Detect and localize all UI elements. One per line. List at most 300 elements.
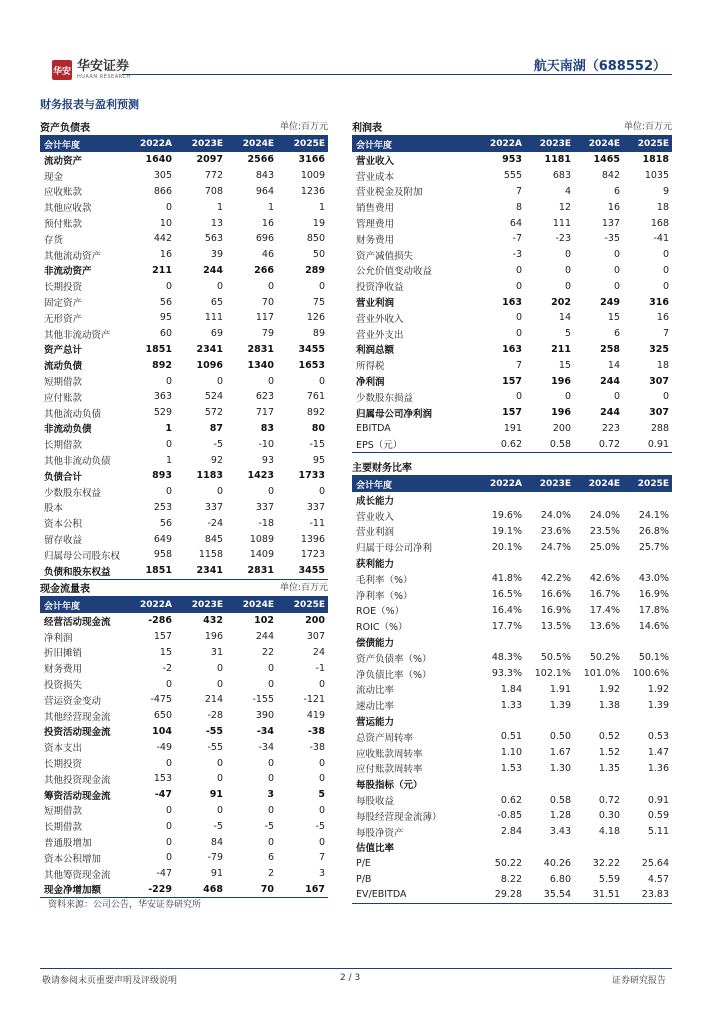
row-value: 0: [318, 836, 325, 848]
table-row: [352, 357, 672, 373]
row-value: 3455: [298, 565, 325, 577]
row-value: 772: [204, 170, 223, 182]
row-value: 0: [165, 280, 172, 292]
row-value: 958: [153, 549, 172, 561]
row-value: 163: [502, 296, 522, 308]
row-label: 流动负债: [44, 361, 83, 373]
table-bottom-rule: [352, 903, 672, 904]
table-row: [40, 168, 328, 184]
row-value: 196: [204, 631, 223, 643]
row-value: 95: [312, 454, 325, 466]
row-label: P/E: [356, 857, 371, 869]
row-value: 1.53: [500, 762, 522, 774]
row-value: 0: [564, 264, 571, 276]
row-value: -55: [205, 725, 223, 737]
table-row: [352, 555, 672, 571]
table-title-bar: [352, 119, 672, 136]
row-value: 16: [607, 201, 620, 213]
row-value: 0: [662, 264, 669, 276]
row-value: 80: [311, 422, 325, 434]
row-value: 892: [306, 407, 325, 419]
row-value: 0.58: [549, 438, 571, 450]
row-value: 0: [216, 280, 223, 292]
row-label: 净负债比率（%）: [356, 669, 432, 681]
row-value: 5: [318, 789, 325, 801]
table-row: [352, 650, 672, 666]
row-value: 0: [564, 391, 571, 403]
table-row: [40, 389, 328, 405]
row-label: 公允价值变动收益: [356, 266, 433, 278]
row-value: 1723: [300, 549, 325, 561]
row-value: 4: [564, 185, 571, 197]
row-value: 249: [600, 296, 620, 308]
table-row: [40, 405, 328, 421]
row-value: 1: [216, 201, 223, 213]
row-value: 18: [656, 201, 669, 213]
row-value: -11: [309, 517, 325, 529]
row-label: 留存收益: [44, 535, 83, 547]
row-label: 资本公积增加: [44, 853, 102, 865]
table-row: [40, 500, 328, 516]
column-header-year: 2024E: [242, 139, 274, 149]
row-value: 2341: [196, 565, 223, 577]
column-header-year: 2023E: [191, 139, 223, 149]
row-value: 29.28: [494, 889, 522, 901]
row-value: 24.1%: [638, 510, 669, 522]
row-value: 337: [255, 501, 274, 513]
column-header-year: 2024E: [588, 479, 620, 489]
row-value: 0: [216, 375, 223, 387]
row-value: 83: [260, 422, 274, 434]
row-label: 净利润: [356, 377, 385, 389]
row-label: 应收账款周转率: [356, 748, 423, 760]
row-value: 202: [551, 296, 571, 308]
table-header-row: [352, 136, 672, 152]
row-value: 0.30: [598, 810, 620, 822]
row-value: 0: [165, 201, 172, 213]
row-value: 13.5%: [540, 620, 571, 632]
row-value: 0: [165, 486, 172, 498]
table-row: [352, 326, 672, 342]
row-value: 13: [210, 217, 223, 229]
row-value: 214: [204, 694, 223, 706]
table-row: [40, 263, 328, 279]
table-row: [40, 708, 328, 724]
footer-divider: [40, 968, 672, 969]
table-row: [40, 850, 328, 866]
table-row: [40, 803, 328, 819]
table-row: [40, 563, 328, 579]
row-value: 13.6%: [589, 620, 620, 632]
row-label: 折旧摊销: [44, 648, 83, 660]
table-row: [40, 484, 328, 500]
row-value: 16.5%: [491, 589, 522, 601]
table-title: 利润表: [352, 123, 382, 134]
column-header-year: 2023E: [539, 139, 571, 149]
row-value: 5.11: [647, 826, 669, 838]
row-value: -49: [156, 741, 172, 753]
row-value: 843: [255, 170, 274, 182]
row-label: 少数股东损益: [356, 392, 414, 404]
row-value: 893: [152, 470, 172, 482]
row-value: 16.6%: [540, 589, 571, 601]
row-label: 固定资产: [44, 298, 83, 310]
row-value: 1396: [300, 533, 325, 545]
column-header-year: 2025E: [293, 139, 325, 149]
row-value: 15: [607, 312, 620, 324]
row-label: 普通股增加: [44, 838, 92, 850]
row-value: 305: [153, 170, 172, 182]
table-title-bar: [40, 580, 328, 597]
table-row: [352, 389, 672, 405]
row-value: 75: [312, 296, 325, 308]
row-label: 其他流动资产: [44, 250, 102, 262]
row-label: 流动资产: [44, 155, 83, 167]
row-value: 0: [318, 804, 325, 816]
row-value: 1818: [642, 154, 669, 166]
row-value: 95: [159, 312, 172, 324]
row-value: 0: [267, 375, 274, 387]
row-value: 16: [261, 217, 274, 229]
table-row: [352, 745, 672, 761]
row-value: 0: [267, 486, 274, 498]
row-value: 79: [261, 328, 274, 340]
row-value: 91: [210, 868, 223, 880]
table-row: [352, 247, 672, 263]
row-value: 50.5%: [540, 652, 571, 664]
row-value: 0: [165, 852, 172, 864]
row-value: 1: [165, 454, 172, 466]
row-value: 104: [152, 725, 172, 737]
row-value: -3: [512, 249, 522, 261]
table-row: [40, 818, 328, 834]
row-value: 0: [515, 264, 522, 276]
table-row: [40, 357, 328, 373]
row-value: 19: [312, 217, 325, 229]
row-label: 财务费用: [356, 234, 395, 246]
row-label: 长期借款: [44, 440, 83, 452]
row-label: 每股收益: [356, 796, 395, 808]
table-row: [352, 294, 672, 310]
row-value: -34: [256, 725, 274, 737]
row-label: 营业收入: [356, 155, 395, 167]
row-value: 19.1%: [491, 525, 522, 537]
row-value: 35.54: [543, 889, 571, 901]
row-value: 12: [558, 201, 571, 213]
table-row: [40, 231, 328, 247]
row-label: 每股净资产: [356, 827, 404, 839]
row-value: -155: [252, 694, 274, 706]
table-row: [40, 468, 328, 484]
table-header-row: [40, 136, 328, 152]
row-value: -7: [512, 233, 522, 245]
logo-subtext: HUAAN RESEARCH: [77, 74, 131, 80]
row-label: 净利率（%）: [356, 590, 413, 602]
row-label: 营业税金及附加: [356, 187, 423, 199]
row-value: 102: [254, 615, 274, 627]
row-value: 1465: [593, 154, 620, 166]
row-label: 预付账款: [44, 219, 83, 231]
row-value: 5.59: [598, 873, 620, 885]
row-value: -5: [264, 820, 274, 832]
row-value: 0.59: [647, 810, 669, 822]
row-label: 存货: [44, 234, 64, 246]
row-value: 1158: [198, 549, 223, 561]
row-label: 短期借款: [44, 806, 83, 818]
row-value: 253: [153, 501, 172, 513]
row-value: 432: [203, 615, 223, 627]
table-row: [40, 645, 328, 661]
row-value: 0: [318, 375, 325, 387]
table-row: [352, 587, 672, 603]
row-value: 17.7%: [491, 620, 522, 632]
row-value: 964: [255, 185, 274, 197]
table-header-row: [40, 597, 328, 613]
row-value: 0: [165, 438, 172, 450]
row-label: EPS（元）: [356, 440, 403, 452]
row-value: 200: [552, 422, 571, 434]
table-row: [352, 436, 672, 452]
row-value: 442: [153, 233, 172, 245]
row-label: 归属于母公司净利: [356, 543, 433, 555]
row-value: -23: [555, 233, 571, 245]
row-label: 长期投资: [44, 759, 83, 771]
row-label: 负债和股东权益: [44, 566, 111, 578]
row-value: 23.83: [641, 889, 669, 901]
row-value: 89: [312, 328, 325, 340]
row-value: 307: [649, 407, 669, 419]
column-header-year: 2023E: [539, 479, 571, 489]
row-value: 16: [656, 312, 669, 324]
row-value: 0: [267, 773, 274, 785]
row-value: -2: [162, 662, 172, 674]
row-value: 1.35: [598, 762, 620, 774]
row-value: 0: [267, 836, 274, 848]
row-label: 长期投资: [44, 282, 83, 294]
row-value: 0: [613, 391, 620, 403]
row-value: 0: [165, 836, 172, 848]
row-value: 842: [601, 170, 620, 182]
row-label: 营业成本: [356, 171, 395, 183]
row-value: 41.8%: [491, 573, 522, 585]
row-value: 17.8%: [638, 604, 669, 616]
row-label: 营业外支出: [356, 329, 404, 341]
row-value: 0: [216, 678, 223, 690]
row-label: 归属母公司净利润: [356, 408, 433, 420]
row-value: 623: [255, 391, 274, 403]
section-title: 财务报表与盈利预测: [40, 98, 139, 111]
row-value: 0: [216, 662, 223, 674]
row-value: 3.43: [549, 826, 571, 838]
row-label: 估值比率: [356, 843, 395, 855]
row-value: 17.4%: [589, 604, 620, 616]
row-value: 16.9%: [638, 589, 669, 601]
row-value: 167: [305, 883, 325, 895]
row-value: 1.84: [500, 683, 522, 695]
table-unit: 单位:百万元: [279, 583, 328, 593]
row-value: -15: [309, 438, 325, 450]
row-value: 84: [210, 836, 223, 848]
row-value: 0: [318, 757, 325, 769]
row-label: 非流动资产: [44, 266, 92, 278]
table-row: [352, 871, 672, 887]
row-value: 16.7%: [589, 589, 620, 601]
row-label: 资本支出: [44, 743, 83, 755]
row-value: 92: [210, 454, 223, 466]
row-value: 524: [204, 391, 223, 403]
row-value: -38: [309, 741, 325, 753]
logo-text: 华安证券: [77, 59, 130, 74]
table-row: [40, 692, 328, 708]
row-value: 1035: [644, 170, 669, 182]
row-value: 4.18: [598, 826, 620, 838]
row-label: 总资产周转率: [356, 732, 414, 744]
row-value: 0: [216, 773, 223, 785]
table-row: [40, 515, 328, 531]
row-value: -5: [315, 820, 325, 832]
row-value: 42.6%: [589, 573, 620, 585]
row-value: 157: [502, 375, 522, 387]
row-value: 1409: [249, 549, 274, 561]
table-row: [352, 840, 672, 856]
row-value: 1009: [300, 170, 325, 182]
row-label: 流动比率: [356, 685, 395, 697]
row-value: 1640: [145, 154, 172, 166]
row-value: 0: [165, 678, 172, 690]
row-value: 14.6%: [638, 620, 669, 632]
row-value: 696: [255, 233, 274, 245]
row-value: 111: [204, 312, 223, 324]
row-label: 营业利润: [356, 527, 395, 539]
table-row: [40, 215, 328, 231]
row-value: 10: [159, 217, 172, 229]
row-value: 91: [209, 789, 223, 801]
table-row: [40, 152, 328, 168]
table-row: [40, 547, 328, 563]
row-value: 39: [210, 249, 223, 261]
row-label: 销售费用: [356, 203, 395, 215]
row-label: 现金净增加额: [44, 885, 102, 897]
row-label: 筹资活动现金流: [44, 790, 111, 802]
row-label: 其他投资现金流: [44, 774, 111, 786]
row-value: 0: [564, 280, 571, 292]
row-label: 投资损失: [44, 680, 83, 692]
table-row: [352, 808, 672, 824]
row-value: 196: [551, 407, 571, 419]
row-value: -35: [604, 233, 620, 245]
row-value: 6.80: [549, 873, 571, 885]
table-row: [352, 508, 672, 524]
row-value: 1181: [544, 154, 571, 166]
row-value: 7: [318, 852, 325, 864]
row-value: 337: [204, 501, 223, 513]
table-row: [40, 613, 328, 629]
row-value: 953: [502, 154, 522, 166]
row-label: 偿债能力: [356, 638, 395, 650]
row-value: 1423: [247, 470, 274, 482]
row-label: 营运资金变动: [44, 695, 102, 707]
table-row: [40, 629, 328, 645]
row-value: 3455: [298, 343, 325, 355]
row-value: 157: [502, 407, 522, 419]
row-value: 0.51: [500, 731, 522, 743]
row-value: 40.26: [543, 857, 571, 869]
row-value: 43.0%: [638, 573, 669, 585]
row-value: 1236: [300, 185, 325, 197]
row-value: 65: [210, 296, 223, 308]
row-label: EBITDA: [356, 422, 391, 434]
table-title: 资产负债表: [40, 123, 90, 134]
table-row: [40, 834, 328, 850]
row-value: 0: [165, 375, 172, 387]
table-row: [40, 660, 328, 676]
row-value: 2831: [247, 343, 274, 355]
row-value: 157: [153, 631, 172, 643]
table-row: [352, 713, 672, 729]
row-value: 0.72: [598, 438, 620, 450]
row-value: -24: [207, 517, 223, 529]
row-value: 111: [552, 217, 571, 229]
report-stock-title: 航天南湖（688552）: [533, 59, 666, 74]
row-value: 1.33: [500, 699, 522, 711]
column-header-year: 2022A: [489, 139, 522, 149]
row-value: 683: [552, 170, 571, 182]
table-row: [352, 571, 672, 587]
row-value: 866: [153, 185, 172, 197]
table-row: [352, 231, 672, 247]
table-row: [352, 168, 672, 184]
row-value: 20.1%: [491, 541, 522, 553]
row-label: 其他筹资现金流: [44, 869, 111, 881]
row-value: 529: [153, 407, 172, 419]
row-value: 3: [267, 789, 274, 801]
row-label: 少数股东权益: [44, 487, 102, 499]
row-label: 净利润: [44, 632, 73, 644]
row-value: 8.22: [500, 873, 522, 885]
footer-report-type: 证券研究报告: [611, 976, 666, 986]
table-row: [352, 682, 672, 698]
row-value: 70: [260, 883, 274, 895]
table-row: [40, 882, 328, 898]
row-value: 1.47: [647, 747, 669, 759]
row-value: 31.51: [592, 889, 620, 901]
row-value: -10: [258, 438, 274, 450]
row-value: 2831: [247, 565, 274, 577]
table-row: [40, 342, 328, 358]
row-value: 761: [306, 391, 325, 403]
row-label: P/B: [356, 873, 372, 885]
row-label: 长期借款: [44, 822, 83, 834]
row-value: 60: [159, 328, 172, 340]
row-value: 0: [267, 757, 274, 769]
row-value: 337: [306, 501, 325, 513]
table-row: [352, 776, 672, 792]
row-value: 572: [204, 407, 223, 419]
row-value: 0.62: [500, 794, 522, 806]
row-value: 0: [216, 804, 223, 816]
row-value: 1.10: [500, 747, 522, 759]
table-row: [352, 603, 672, 619]
row-label: 财务费用: [44, 664, 83, 676]
row-value: 93: [261, 454, 274, 466]
table-row: [40, 739, 328, 755]
row-label: 利润总额: [356, 345, 395, 357]
row-label: 其他应收款: [44, 203, 92, 215]
row-value: 289: [305, 264, 325, 276]
row-value: 223: [601, 422, 620, 434]
table-bottom-rule: [352, 452, 672, 453]
table-row: [352, 666, 672, 682]
